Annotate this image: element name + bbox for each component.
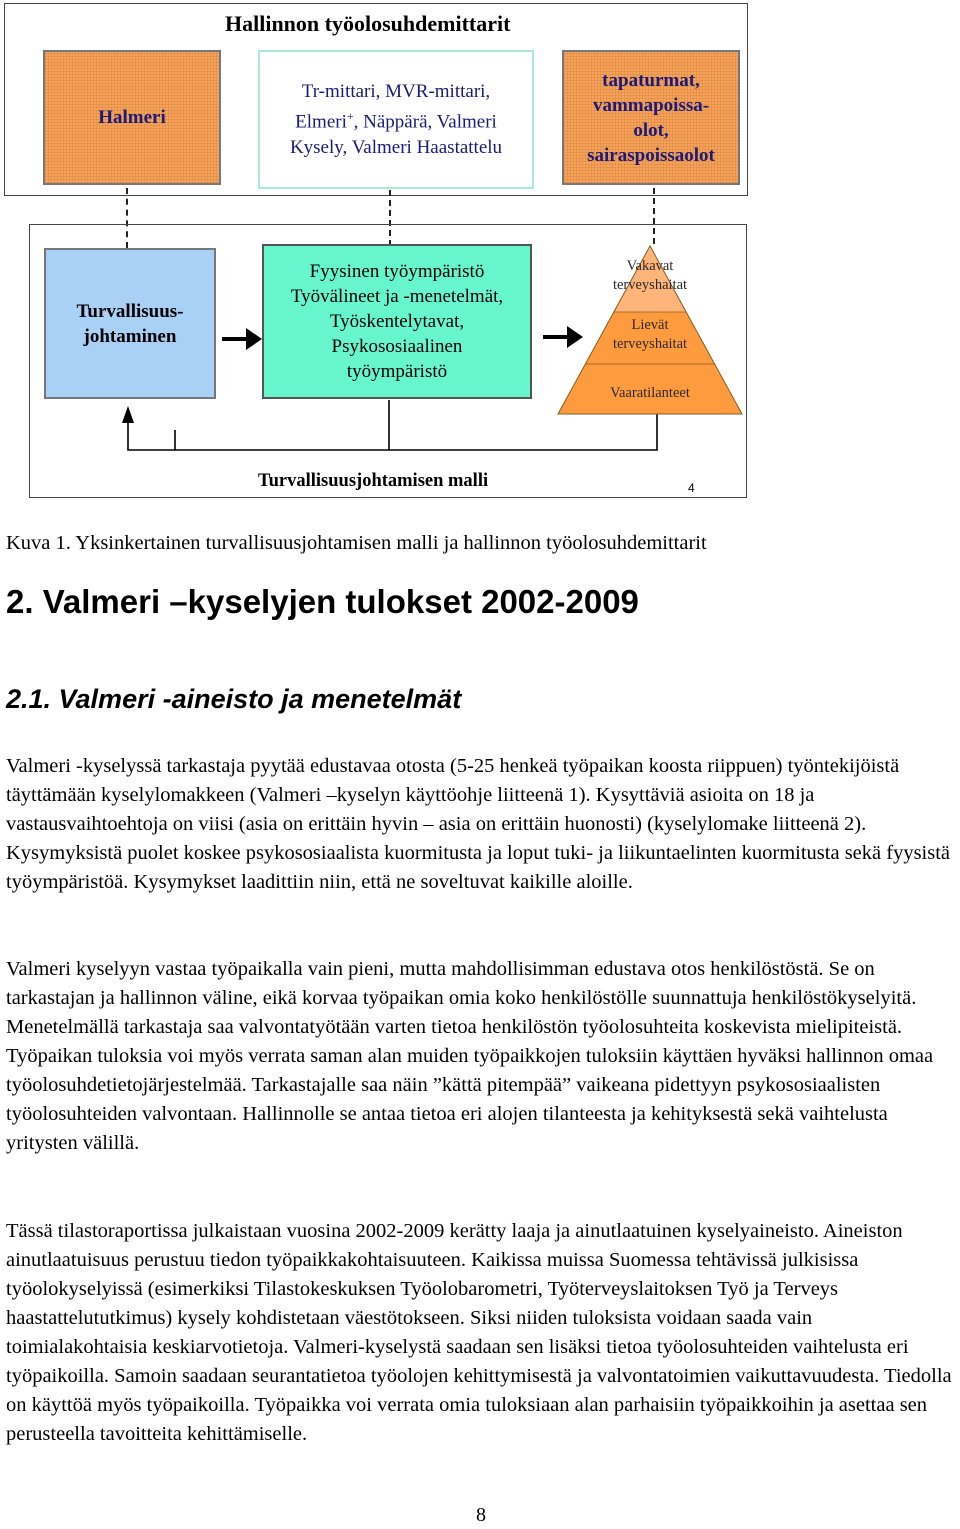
paragraph-1: Valmeri -kyselyssä tarkastaja pyytää edustavaa otosta (5-25 henkeä työpaikan koosta riippuen) työntekijöistä täyttämään kyselylomakkeen (Valmeri –kyselyn käyttöohje liitteenä 1). Kysyttäviä asioita on 18 ja vastausvaihtoehtoja on viisi (asia on erittäin hyvin – asia on erittäin huonosti) (kyselylomake liitteenä 2). Kysymyksistä puolet koskee psykososiaalista kuormitusta ja loput tuki- ja liikuntaelinten kuormitusta sekä fyysistä työympäristöä. Kysymykset laadittiin niin, että ne soveltuvat kaikille aloille. — [6, 755, 951, 893]
accidents-line-3: olot, — [633, 119, 669, 141]
safety-line-1: Turvallisuus- — [76, 300, 184, 322]
environment-line-1: Fyysinen työympäristö — [309, 261, 485, 282]
accidents-line-1: tapaturmat, — [602, 69, 700, 91]
pyramid-top-line-2: terveyshaitat — [612, 277, 688, 293]
environment-line-3: Työskentelytavat, — [329, 311, 465, 332]
accidents-line-4: sairaspoissaolot — [587, 144, 715, 166]
tools-line-3: Kysely, Valmeri Haastattelu — [289, 136, 503, 158]
pyramid-middle-line-1: Lievät — [631, 317, 669, 333]
tools-line-2a: Elmeri — [295, 111, 347, 133]
pyramid-top-line-1: Vakavat — [626, 258, 674, 274]
pyramid-middle-label — [590, 316, 710, 354]
page-number: 8 — [476, 1504, 486, 1526]
tools-line-2-sup: + — [346, 109, 354, 124]
tools-line-1: Tr-mittari, MVR-mittari, — [301, 81, 491, 103]
subsection-heading: 2.1. Valmeri -aineisto ja menetelmät — [6, 684, 462, 714]
pyramid-bottom-label: Vaaratilanteet — [610, 385, 690, 401]
pyramid-top-label — [590, 257, 710, 295]
environment-line-4: Psykososiaalinen — [331, 336, 463, 357]
model-arrows — [0, 0, 760, 500]
paragraph-2: Valmeri kyselyyn vastaa työpaikalla vain pieni, mutta mahdollisimman edustava otos henkilöstöstä. Se on tarkastajan ja hallinnon väline, eikä korvaa työpaikan omia koko henkilöstölle suunnattuja henkilöstökyselyitä. Menetelmällä tarkastaja saa valvontatyötään varten tietoa henkilöstön työolosuhteita koskevista mielipiteistä. Työpaikan tuloksia voi myös verrata saman alan muiden työpaikkojen tuloksiin käyttäen hyväksi hallinnon omaa työolosuhdetietojärjestelmää. Tarkastajalle saa näin ”kättä pitempää” vaikeana pidettyyn psykososiaalisten työolosuhteiden valvontaan. Hallinnolle se antaa tietoa eri alojen tilanteesta ja kehityksestä sekä vaihtelusta yritysten välillä. — [6, 958, 934, 1154]
safety-line-2: johtaminen — [83, 325, 177, 347]
model-title: Turvallisuusjohtamisen malli — [258, 471, 489, 491]
indicators-title: Hallinnon työolosuhdemittarit — [225, 11, 511, 36]
arrow-right-icon-1 — [222, 328, 262, 350]
halmeri-label: Halmeri — [98, 107, 166, 128]
environment-line-2: Työvälineet ja -menetelmät, — [290, 286, 504, 307]
accidents-line-2: vammapoissa- — [592, 94, 710, 116]
figure-caption: Kuva 1. Yksinkertainen turvallisuusjohtamisen malli ja hallinnon työolosuhdemittarit — [6, 532, 707, 554]
section-heading: 2. Valmeri –kyselyjen tulokset 2002-2009 — [6, 583, 639, 620]
pyramid-middle-line-2: terveyshaitat — [612, 336, 688, 352]
slide-number: 4 — [688, 481, 695, 495]
environment-line-5: työympäristö — [346, 361, 448, 382]
arrow-right-icon-2 — [543, 326, 583, 348]
tools-line-2b: , Näppärä, Valmeri — [353, 111, 497, 133]
paragraph-3: Tässä tilastoraportissa julkaistaan vuosina 2002-2009 kerätty laaja ja ainutlaatuinen kyselyaineisto. Aineiston ainutlaatuisuus perustuu tiedon työpaikkakohtaisuuteen. Kaikissa muissa Suomessa tehtävissä julkisissa työolokyselyissä (esimerkiksi Tilastokeskuksen Työolobarometri, Työterveyslaitoksen Työ ja Terveys haastattelututkimus) kysely kohdistetaan väestötokseen. Siksi niiden tuloksista voidaan saada vain toimialakohtaisia keskiarvotietoja. Valmeri-kyselystä saadaan sen lisäksi tietoa työolosuhteiden vaihtelusta eri työpaikoilla. Samoin saadaan seurantatietoa työolojen kehittymisestä ja valvontatoimien vaikuttavuudesta. Tiedolla on käyttöä myös työpaikoilla. Työpaikka voi verrata omia tuloksiaan alan parhaisiin työpaikkoihin ja asettaa sen perusteella tavoitteita kehittämiselle. — [6, 1220, 952, 1445]
